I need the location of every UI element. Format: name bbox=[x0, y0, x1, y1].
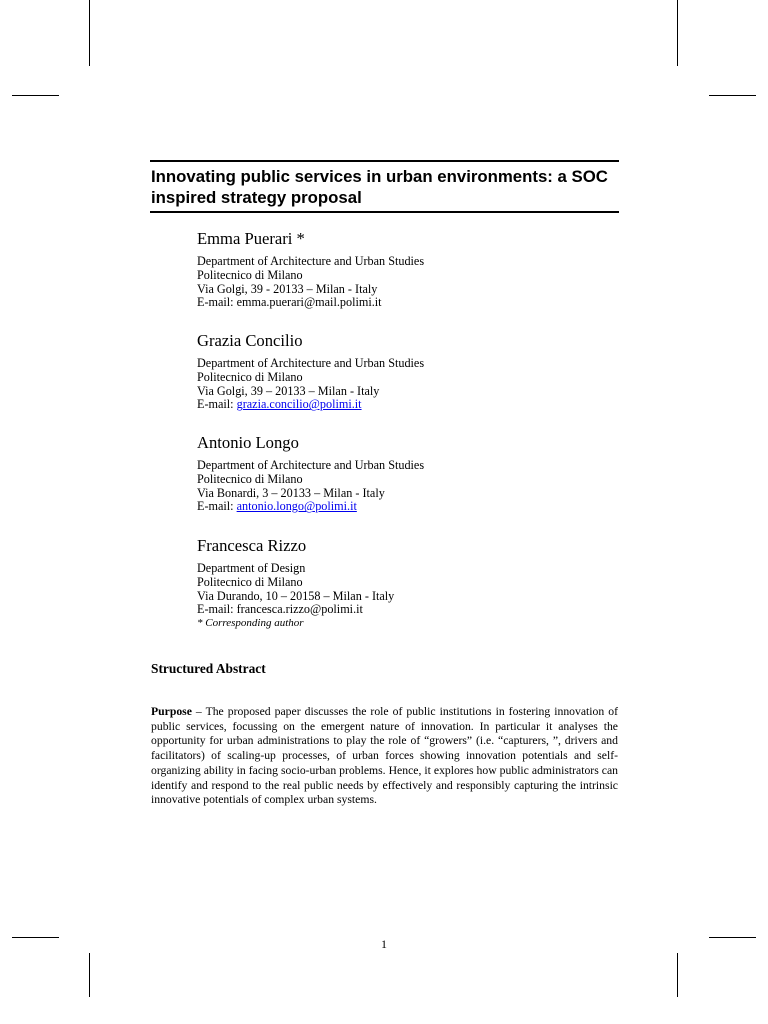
crop-mark-top-right-horizontal bbox=[709, 95, 756, 96]
author-block bbox=[197, 229, 627, 310]
author-department: Department of Design bbox=[197, 561, 306, 575]
author-email: francesca.rizzo@polimi.it bbox=[236, 602, 363, 617]
author-address: Via Bonardi, 3 – 20133 – Milan - Italy bbox=[197, 485, 385, 500]
author-email-line bbox=[197, 603, 627, 617]
author-name: Grazia Concilio bbox=[197, 331, 303, 350]
author-email-link[interactable]: antonio.longo@polimi.it bbox=[236, 499, 357, 514]
author-email-line bbox=[197, 500, 627, 514]
crop-mark-top-left-vertical bbox=[89, 0, 90, 66]
crop-mark-top-left-horizontal bbox=[12, 95, 59, 96]
title-rule-top bbox=[150, 160, 619, 162]
abstract-heading: Structured Abstract bbox=[151, 661, 266, 676]
email-prefix: E-mail: bbox=[197, 602, 234, 617]
author-email-line bbox=[197, 398, 627, 412]
author-block bbox=[197, 536, 627, 630]
abstract-purpose-paragraph bbox=[151, 705, 618, 808]
author-institution: Politecnico di Milano bbox=[197, 574, 303, 589]
author-name: Emma Puerari * bbox=[197, 229, 305, 248]
author-institution: Politecnico di Milano bbox=[197, 267, 303, 282]
author-email: emma.puerari@mail.polimi.it bbox=[236, 295, 382, 310]
email-prefix: E-mail: bbox=[197, 295, 234, 310]
crop-mark-top-right-vertical bbox=[677, 0, 678, 66]
author-name: Francesca Rizzo bbox=[197, 536, 307, 555]
purpose-text: – The proposed paper discusses the role of public institutions in fostering innovation of public services, focussing on the emergent nature of innovation. In particular it analyses the opportunity for urban administrations to play the role of “growers” (i.e. “capturers, ”, drivers and facilitators) of scaling-up processes, of urban forces showing innovation potentials and self-organizing ability in facing socio-urban problems. Hence, it explores how public administrators can identify and respond to the real public needs by effectively and responsibly capturing the intrinsic innovative potentials of complex urban systems. bbox=[151, 705, 618, 807]
author-institution: Politecnico di Milano bbox=[197, 369, 303, 384]
author-department: Department of Architecture and Urban Studies bbox=[197, 458, 425, 472]
author-name: Antonio Longo bbox=[197, 433, 299, 452]
crop-mark-bottom-right-vertical bbox=[677, 953, 678, 997]
corresponding-author-note: * Corresponding author bbox=[197, 617, 304, 630]
author-institution: Politecnico di Milano bbox=[197, 471, 303, 486]
page-number: 1 bbox=[381, 937, 387, 951]
author-email-line bbox=[197, 296, 627, 310]
author-email-link[interactable]: grazia.concilio@polimi.it bbox=[236, 397, 362, 412]
title-rule-bottom bbox=[150, 211, 619, 213]
email-prefix: E-mail: bbox=[197, 397, 234, 412]
crop-mark-bottom-left-vertical bbox=[89, 953, 90, 997]
author-address: Via Durando, 10 – 20158 – Milan - Italy bbox=[197, 588, 395, 603]
author-block bbox=[197, 433, 627, 514]
author-department: Department of Architecture and Urban Studies bbox=[197, 254, 425, 268]
author-address: Via Golgi, 39 - 20133 – Milan - Italy bbox=[197, 281, 378, 296]
author-block bbox=[197, 331, 627, 412]
email-prefix: E-mail: bbox=[197, 499, 234, 514]
author-department: Department of Architecture and Urban Studies bbox=[197, 356, 425, 370]
paper-title: Innovating public services in urban environments: a SOC inspired strategy proposal bbox=[151, 167, 608, 207]
author-address: Via Golgi, 39 – 20133 – Milan - Italy bbox=[197, 383, 380, 398]
purpose-label: Purpose bbox=[151, 705, 192, 718]
